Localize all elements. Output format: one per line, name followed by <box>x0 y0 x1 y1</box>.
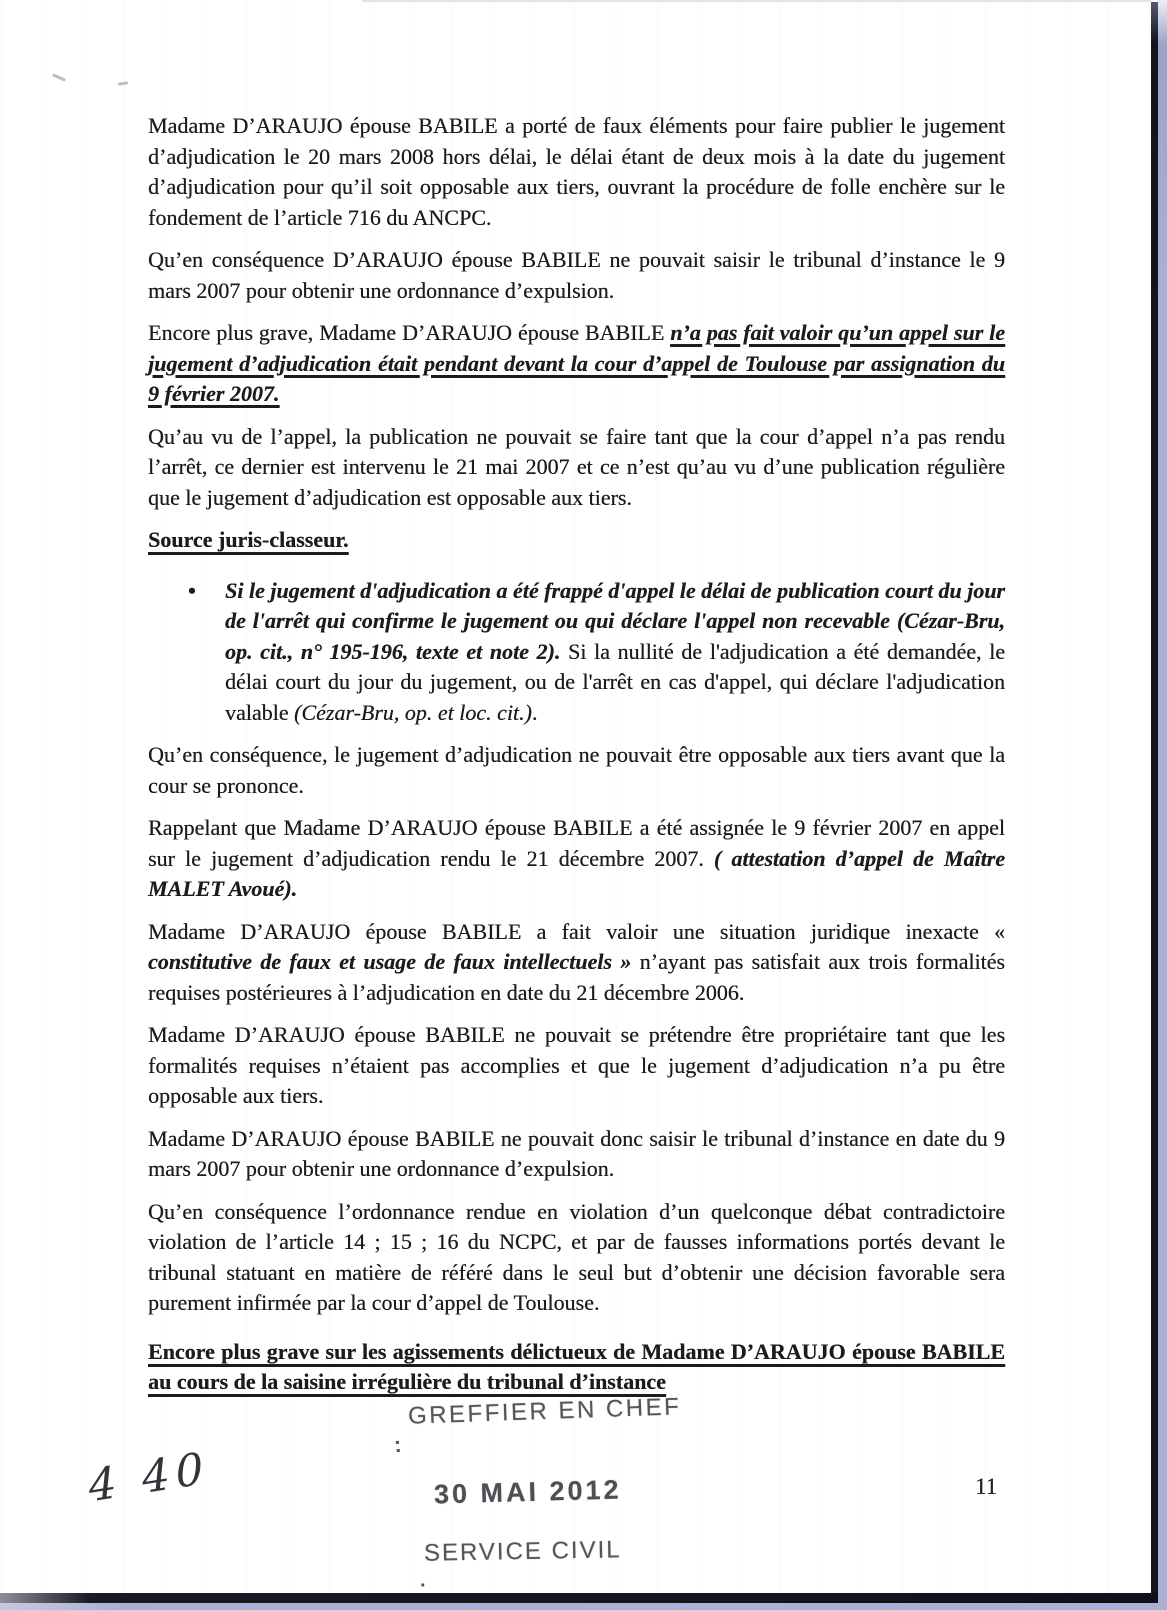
text-run: n’a pas fait valoir qu’un appel sur le jugement d’adjudication était pendant devant la cour d’appel de Toulouse par assignation du 9 février 2007. <box>148 320 1005 406</box>
scan-shadow-right <box>1157 0 1167 1610</box>
document-body <box>148 111 1005 1418</box>
stamp-ink-dot: · <box>420 1575 427 1597</box>
scan-border-bottom <box>0 1593 1158 1603</box>
paragraph-situation-juridique-inexacte <box>148 917 1005 1009</box>
text-run: n’ayant pas satisfait aux trois formalités requises postérieures à l’adjudication en date du 21 décembre 2006. <box>148 949 1005 1005</box>
text-run: Si la nullité de l'adjudication a été demandée, le délai court du jour du jugement, ou de l'arrêt en cas d'appel, qui déclare l'adjudication valable <box>225 638 1005 725</box>
paragraph-adjudication-publication <box>148 111 1005 233</box>
text-run: Qu’en conséquence D’ARAUJO épouse BABILE ne pouvait saisir le tribunal d’instance le 9 mars 2007 pour obtenir une ordonnance d’expulsion. <box>148 247 1005 303</box>
text-run: Rappelant que Madame D’ARAUJO épouse BABILE a été assignée le 9 février 2007 en appel sur le jugement d’adjudication rendu le 21 décembre 2007. <box>148 815 1005 871</box>
text-run: Source juris-classeur. <box>148 527 349 552</box>
text-run: Encore plus grave sur les agissements délictueux de Madame D’ARAUJO épouse BABILE au cours de la saisine irrégulière du tribunal d’instance <box>148 1338 1005 1394</box>
stamp-date-line: 30 MAI 2012 <box>433 1474 622 1510</box>
bullet-juris-classeur <box>148 576 1005 729</box>
scan-top-hairline <box>362 0 1151 2</box>
text-run: ( attestation d’appel de Maître MALET Avoué). <box>148 845 1006 901</box>
heading-source-juris-classeur <box>148 525 1005 556</box>
paragraph-pretendre-proprietaire <box>148 1020 1005 1112</box>
paragraph-ordonnance-violation <box>148 1197 1005 1319</box>
paragraph-publication-arret <box>148 422 1005 514</box>
stamp-ink-mark: : <box>392 1431 403 1458</box>
text-run: (Cézar-Bru, op. et loc. cit.) <box>294 699 532 725</box>
scan-border-right <box>1151 2 1158 1610</box>
text-run: Madame D’ARAUJO épouse BABILE a porté de faux éléments pour faire publier le jugement d’adjudication le 20 mars 2008 hors délai, le délai étant de deux mois à la date du jugement d’adjudication pour qu’il soit opposable aux tiers, ouvrant la procédure de folle enchère sur le fondement de l’article 716 du ANCPC. <box>148 113 1005 230</box>
text-run: Qu’en conséquence l’ordonnance rendue en violation d’un quelconque débat contradictoire violation de l’article 14 ; 15 ; 16 du NCPC, et par de fausses informations portés devant le tribunal statuant en matière de référé dans le seul but d’obtenir une décision favorable sera purement infirmée par la cour d’appel de Toulouse. <box>148 1198 1005 1315</box>
text-run: Madame D’ARAUJO épouse BABILE ne pouvait donc saisir le tribunal d’instance en date du 9 mars 2007 pour obtenir une ordonnance d’expulsion. <box>148 1125 1005 1181</box>
text-run: Qu’au vu de l’appel, la publication ne pouvait se faire tant que la cour d’appel n’a pas rendu l’arrêt, ce dernier est intervenu le 21 mai 2007 et ce n’est qu’au vu d’une publication régulière que le jugement d’adjudication est opposable aux tiers. <box>148 423 1005 510</box>
paragraph-consequence-tribunal <box>148 245 1005 306</box>
text-run: . <box>531 699 538 725</box>
text-run: Madame D’ARAUJO épouse BABILE a fait valoir une situation juridique inexacte « <box>148 918 1005 944</box>
paragraph-saisir-tribunal-instance <box>148 1124 1005 1185</box>
paragraph-opposable-avant-cour <box>148 740 1005 801</box>
paragraph-rappelant-assignee <box>148 813 1005 905</box>
scan-speck <box>118 81 128 85</box>
stamp-greffier-line: GREFFIER EN CHEF <box>407 1393 682 1430</box>
text-run: Encore plus grave, Madame D’ARAUJO épouse BABILE <box>148 320 671 345</box>
text-run: Si le jugement d'adjudication a été frappé d'appel le délai de publication court du jour de l'arrêt qui confirme le jugement ou qui déclare l'appel non recevable (Cézar-Bru, op. cit., n° 195-196, texte et note 2). <box>225 577 1005 664</box>
stamp-service-line: SERVICE CIVIL <box>423 1536 622 1567</box>
page-number: 11 <box>975 1474 998 1499</box>
bullet-icon: • <box>188 577 196 603</box>
scan-shadow-bottom <box>0 1603 1167 1610</box>
paragraph-appel-pendant <box>148 318 1005 410</box>
text-run: constitutive de faux et usage de faux intellectuels » <box>148 949 632 974</box>
scan-speck <box>52 73 66 81</box>
handwritten-annotation: 4 40 <box>86 1442 212 1513</box>
text-run: Madame D’ARAUJO épouse BABILE ne pouvait se prétendre être propriétaire tant que les formalités requises n’étaient pas accomplies et que le jugement d’adjudication n’a pu être opposable aux tiers. <box>148 1022 1005 1108</box>
heading-agissements-delictueux <box>148 1337 1005 1398</box>
text-run: Qu’en conséquence, le jugement d’adjudication ne pouvait être opposable aux tiers avant que la cour se prononce. <box>148 742 1005 798</box>
